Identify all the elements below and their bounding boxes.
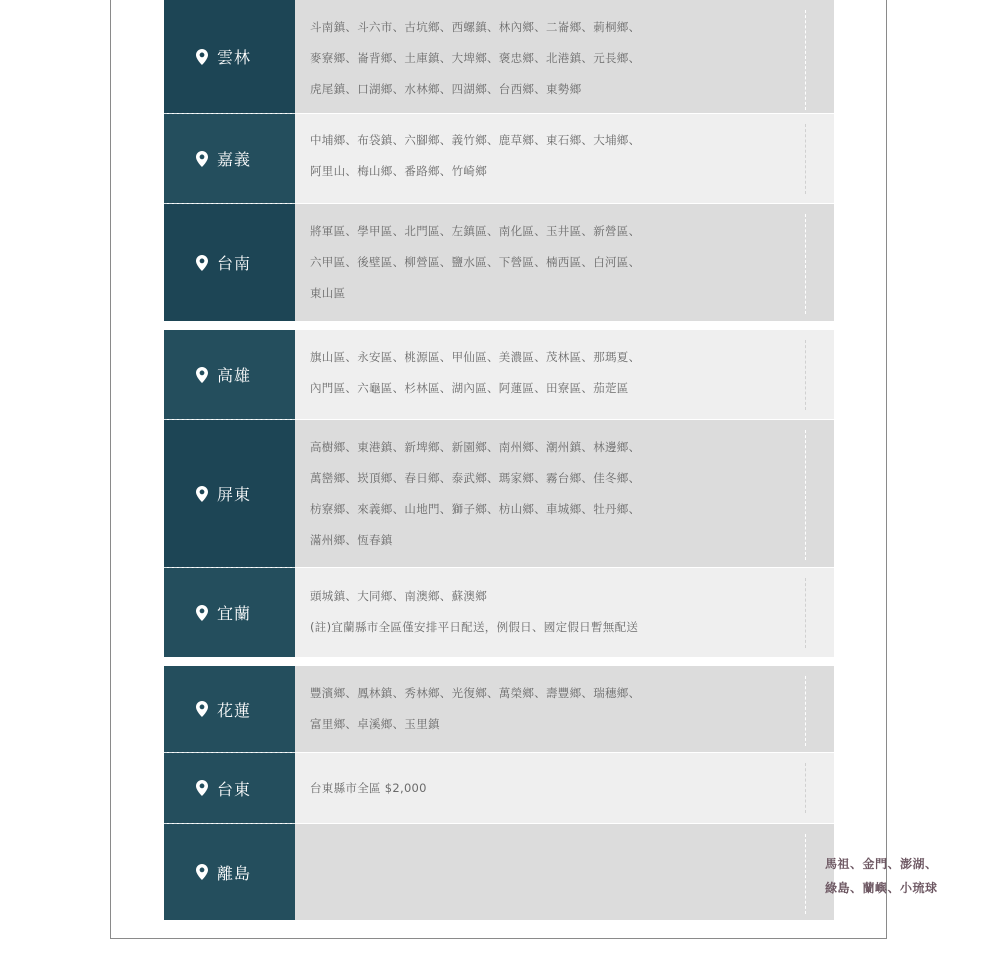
town-line: 將軍區、學甲區、北門區、左鎮區、南化區、玉井區、新營區、 [310, 224, 641, 238]
town-line: 頭城鎮、大同鄉、南澳鄉、蘇澳鄉 [310, 589, 487, 603]
region-cell [164, 753, 295, 823]
town-line: 中埔鄉、布袋鎮、六腳鄉、義竹鄉、鹿草鄉、東石鄉、大埔鄉、 [310, 133, 641, 147]
location-pin-icon [196, 255, 208, 271]
town-list-cell [295, 330, 834, 419]
town-line: 東山區 [310, 286, 346, 300]
region-name: 雲林 [217, 48, 252, 67]
town-list-cell [295, 204, 834, 321]
location-pin-icon [196, 864, 208, 880]
town-line: 旗山區、永安區、桃源區、甲仙區、美濃區、茂林區、那瑪夏、 [310, 350, 641, 364]
price-line: 台東縣市全區 $2,000 [310, 781, 427, 795]
location-pin-icon [196, 701, 208, 717]
town-line: 高樹鄉、東港鎮、新埤鄉、新園鄉、南州鄉、潮州鎮、林邊鄉、 [310, 440, 641, 454]
location-pin-icon [196, 367, 208, 383]
town-list-cell [295, 0, 834, 113]
town-list-cell [295, 753, 834, 823]
delivery-note: (註)宜蘭縣市全區僅安排平日配送，例假日、國定假日暫無配送 [310, 620, 639, 634]
town-list-cell [295, 824, 938, 920]
town-line: 豐濱鄉、鳳林鎮、秀林鄉、光復鄉、萬榮鄉、壽豐鄉、瑞穗鄉、 [310, 686, 641, 700]
region-cell [164, 666, 295, 752]
region-cell [164, 114, 295, 203]
region-name: 離島 [217, 863, 252, 883]
location-pin-icon [196, 151, 208, 167]
region-cell [164, 0, 295, 113]
town-line: 枋寮鄉、來義鄉、山地門、獅子鄉、枋山鄉、車城鄉、牡丹鄉、 [310, 502, 641, 516]
region-cell [164, 420, 295, 567]
town-line: 六甲區、後壁區、柳營區、鹽水區、下營區、楠西區、白河區、 [310, 255, 641, 269]
region-row-yunlin [164, 0, 834, 113]
region-name: 台東 [217, 779, 252, 799]
town-list-cell [295, 420, 834, 567]
location-pin-icon [196, 780, 208, 796]
region-cell [164, 330, 295, 419]
region-name: 宜蘭 [217, 604, 252, 623]
region-row-yilan [164, 568, 834, 657]
town-list-cell [295, 666, 834, 752]
region-name: 台南 [217, 254, 252, 273]
town-line: 富里鄉、卓溪鄉、玉里鎮 [310, 717, 440, 731]
town-line: 麥寮鄉、崙背鄉、土庫鎮、大埤鄉、褒忠鄉、北港鎮、元長鄉、 [310, 51, 641, 65]
region-name: 屏東 [217, 485, 252, 504]
region-row-outlying-islands [164, 824, 938, 920]
town-line: 滿州鄉、恆春鎮 [310, 533, 393, 547]
region-row-hualien [164, 666, 834, 752]
location-pin-icon [196, 605, 208, 621]
region-row-pingtung [164, 420, 834, 567]
region-row-kaohsiung [164, 330, 834, 419]
location-pin-icon [196, 486, 208, 502]
town-list-cell [295, 568, 834, 657]
region-cell [164, 824, 295, 920]
region-name: 嘉義 [217, 150, 252, 169]
location-pin-icon [196, 49, 208, 65]
region-row-tainan [164, 204, 834, 321]
region-name: 高雄 [217, 366, 252, 385]
region-cell [164, 204, 295, 321]
town-list-cell [295, 114, 834, 203]
town-line: 內門區、六龜區、杉林區、湖內區、阿蓮區、田寮區、茄萣區 [310, 381, 629, 395]
town-line: 虎尾鎮、口湖鄉、水林鄉、四湖鄉、台西鄉、東勢鄉 [310, 82, 582, 96]
region-cell [164, 568, 295, 657]
islands-note: 馬祖、金門、澎湖、 [825, 857, 938, 871]
region-row-chiayi [164, 114, 834, 203]
region-row-taitung [164, 753, 834, 823]
town-line: 萬巒鄉、崁頂鄉、春日鄉、泰武鄉、瑪家鄉、霧台鄉、佳冬鄉、 [310, 471, 641, 485]
region-name: 花蓮 [217, 700, 252, 720]
town-line: 阿里山、梅山鄉、番路鄉、竹崎鄉 [310, 164, 487, 178]
town-line: 斗南鎮、斗六市、古坑鄉、西螺鎮、林內鄉、二崙鄉、莿桐鄉、 [310, 20, 641, 34]
islands-note: 綠島、蘭嶼、小琉球 [825, 881, 938, 895]
